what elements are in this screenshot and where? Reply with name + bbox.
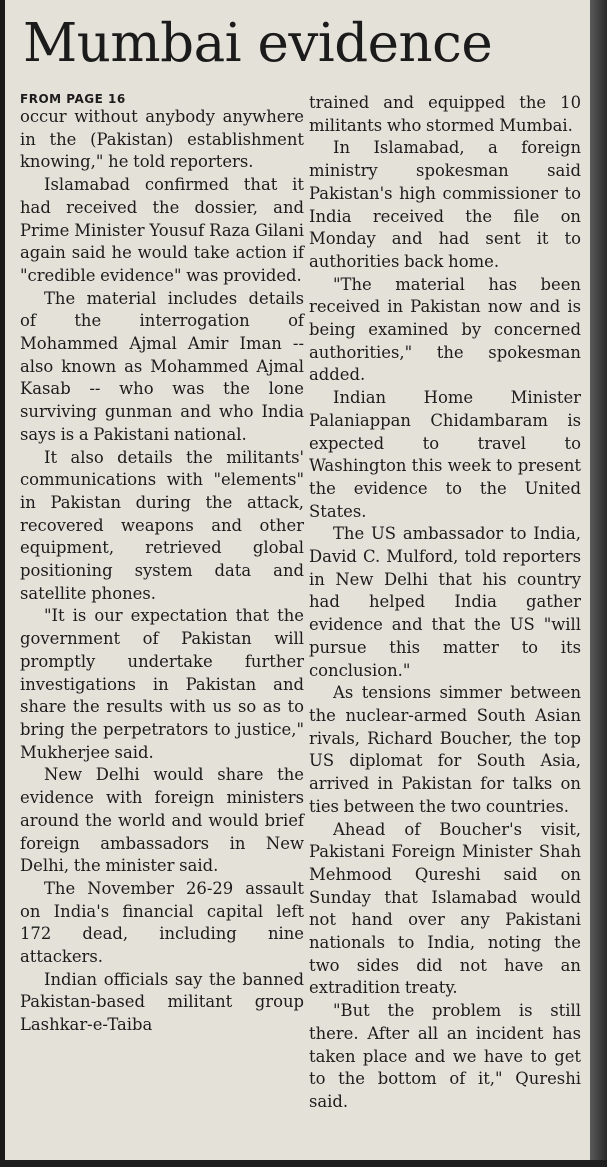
paragraph: The US ambassador to India, David C. Mulford, told reporters in New Delhi that his country had helped India gather evidence and that the US "will pursue this matter to its conclusion." (309, 524, 581, 680)
article-column-right (309, 92, 581, 1114)
paragraph: Indian Home Minister Palaniappan Chidambaram is expected to travel to Washington this week to present the evidence to the United States. (309, 388, 581, 521)
background-edge (590, 0, 607, 1167)
paragraph: New Delhi would share the evidence with foreign ministers around the world and would brief foreign ambassadors in New Delhi, the minister said. (20, 765, 304, 876)
paragraph: As tensions simmer between the nuclear-armed South Asian rivals, Richard Boucher, the top US diplomat for South Asia, arrived in Pakistan for talks on ties between the two countries. (309, 683, 581, 816)
paragraph: The November 26-29 assault on India's financial capital left 172 dead, including nine attackers. (20, 878, 304, 967)
continuation-kicker: FROM PAGE 16 (20, 92, 126, 106)
paragraph: Ahead of Boucher's visit, Pakistani Foreign Minister Shah Mehmood Qureshi said on Sunday that Islamabad would not hand over any Pakistani nationals to India, noting the two sides did not have an extradition treaty. (309, 819, 581, 998)
paragraph: "It is our expectation that the government of Pakistan will promptly undertake further investigations in Pakistan and share the results with us so as to bring the perpetrators to justice," Mukherjee said. (20, 606, 304, 762)
paragraph: "But the problem is still there. After all an incident has taken place and we have to get to the bottom of it," Qureshi said. (309, 1001, 581, 1111)
paragraph: "The material has been received in Pakistan now and is being examined by concerned authorities," the spokesman added. (309, 274, 581, 385)
paragraph: trained and equipped the 10 militants who stormed Mumbai. (309, 93, 581, 135)
headline: Mumbai evidence (23, 13, 493, 74)
paragraph: The material includes details of the interrogation of Mohammed Ajmal Amir Iman -- also known as Mohammed Ajmal Kasab -- who was the lone surviving gunman and who India says is a Pakistani national. (20, 288, 304, 444)
paragraph: Islamabad confirmed that it had received the dossier, and Prime Minister Yousuf Raza Gilani again said he would take action if "credible evidence" was provided. (20, 175, 304, 285)
paragraph: Indian officials say the banned Pakistan-based militant group Lashkar-e-Taiba (20, 969, 304, 1035)
paragraph: In Islamabad, a foreign ministry spokesman said Pakistan's high commissioner to India received the file on Monday and had sent it to authorities back home. (309, 138, 581, 271)
article-column-left (20, 92, 304, 1037)
background-edge (0, 1160, 607, 1167)
paragraph: It also details the militants' communications with "elements" in Pakistan during the attack, recovered weapons and other equipment, retrieved global positioning system data and satellite phones. (20, 447, 304, 603)
paragraph: occur without anybody anywhere in the (Pakistan) establishment knowing," he told reporters. (20, 107, 304, 172)
